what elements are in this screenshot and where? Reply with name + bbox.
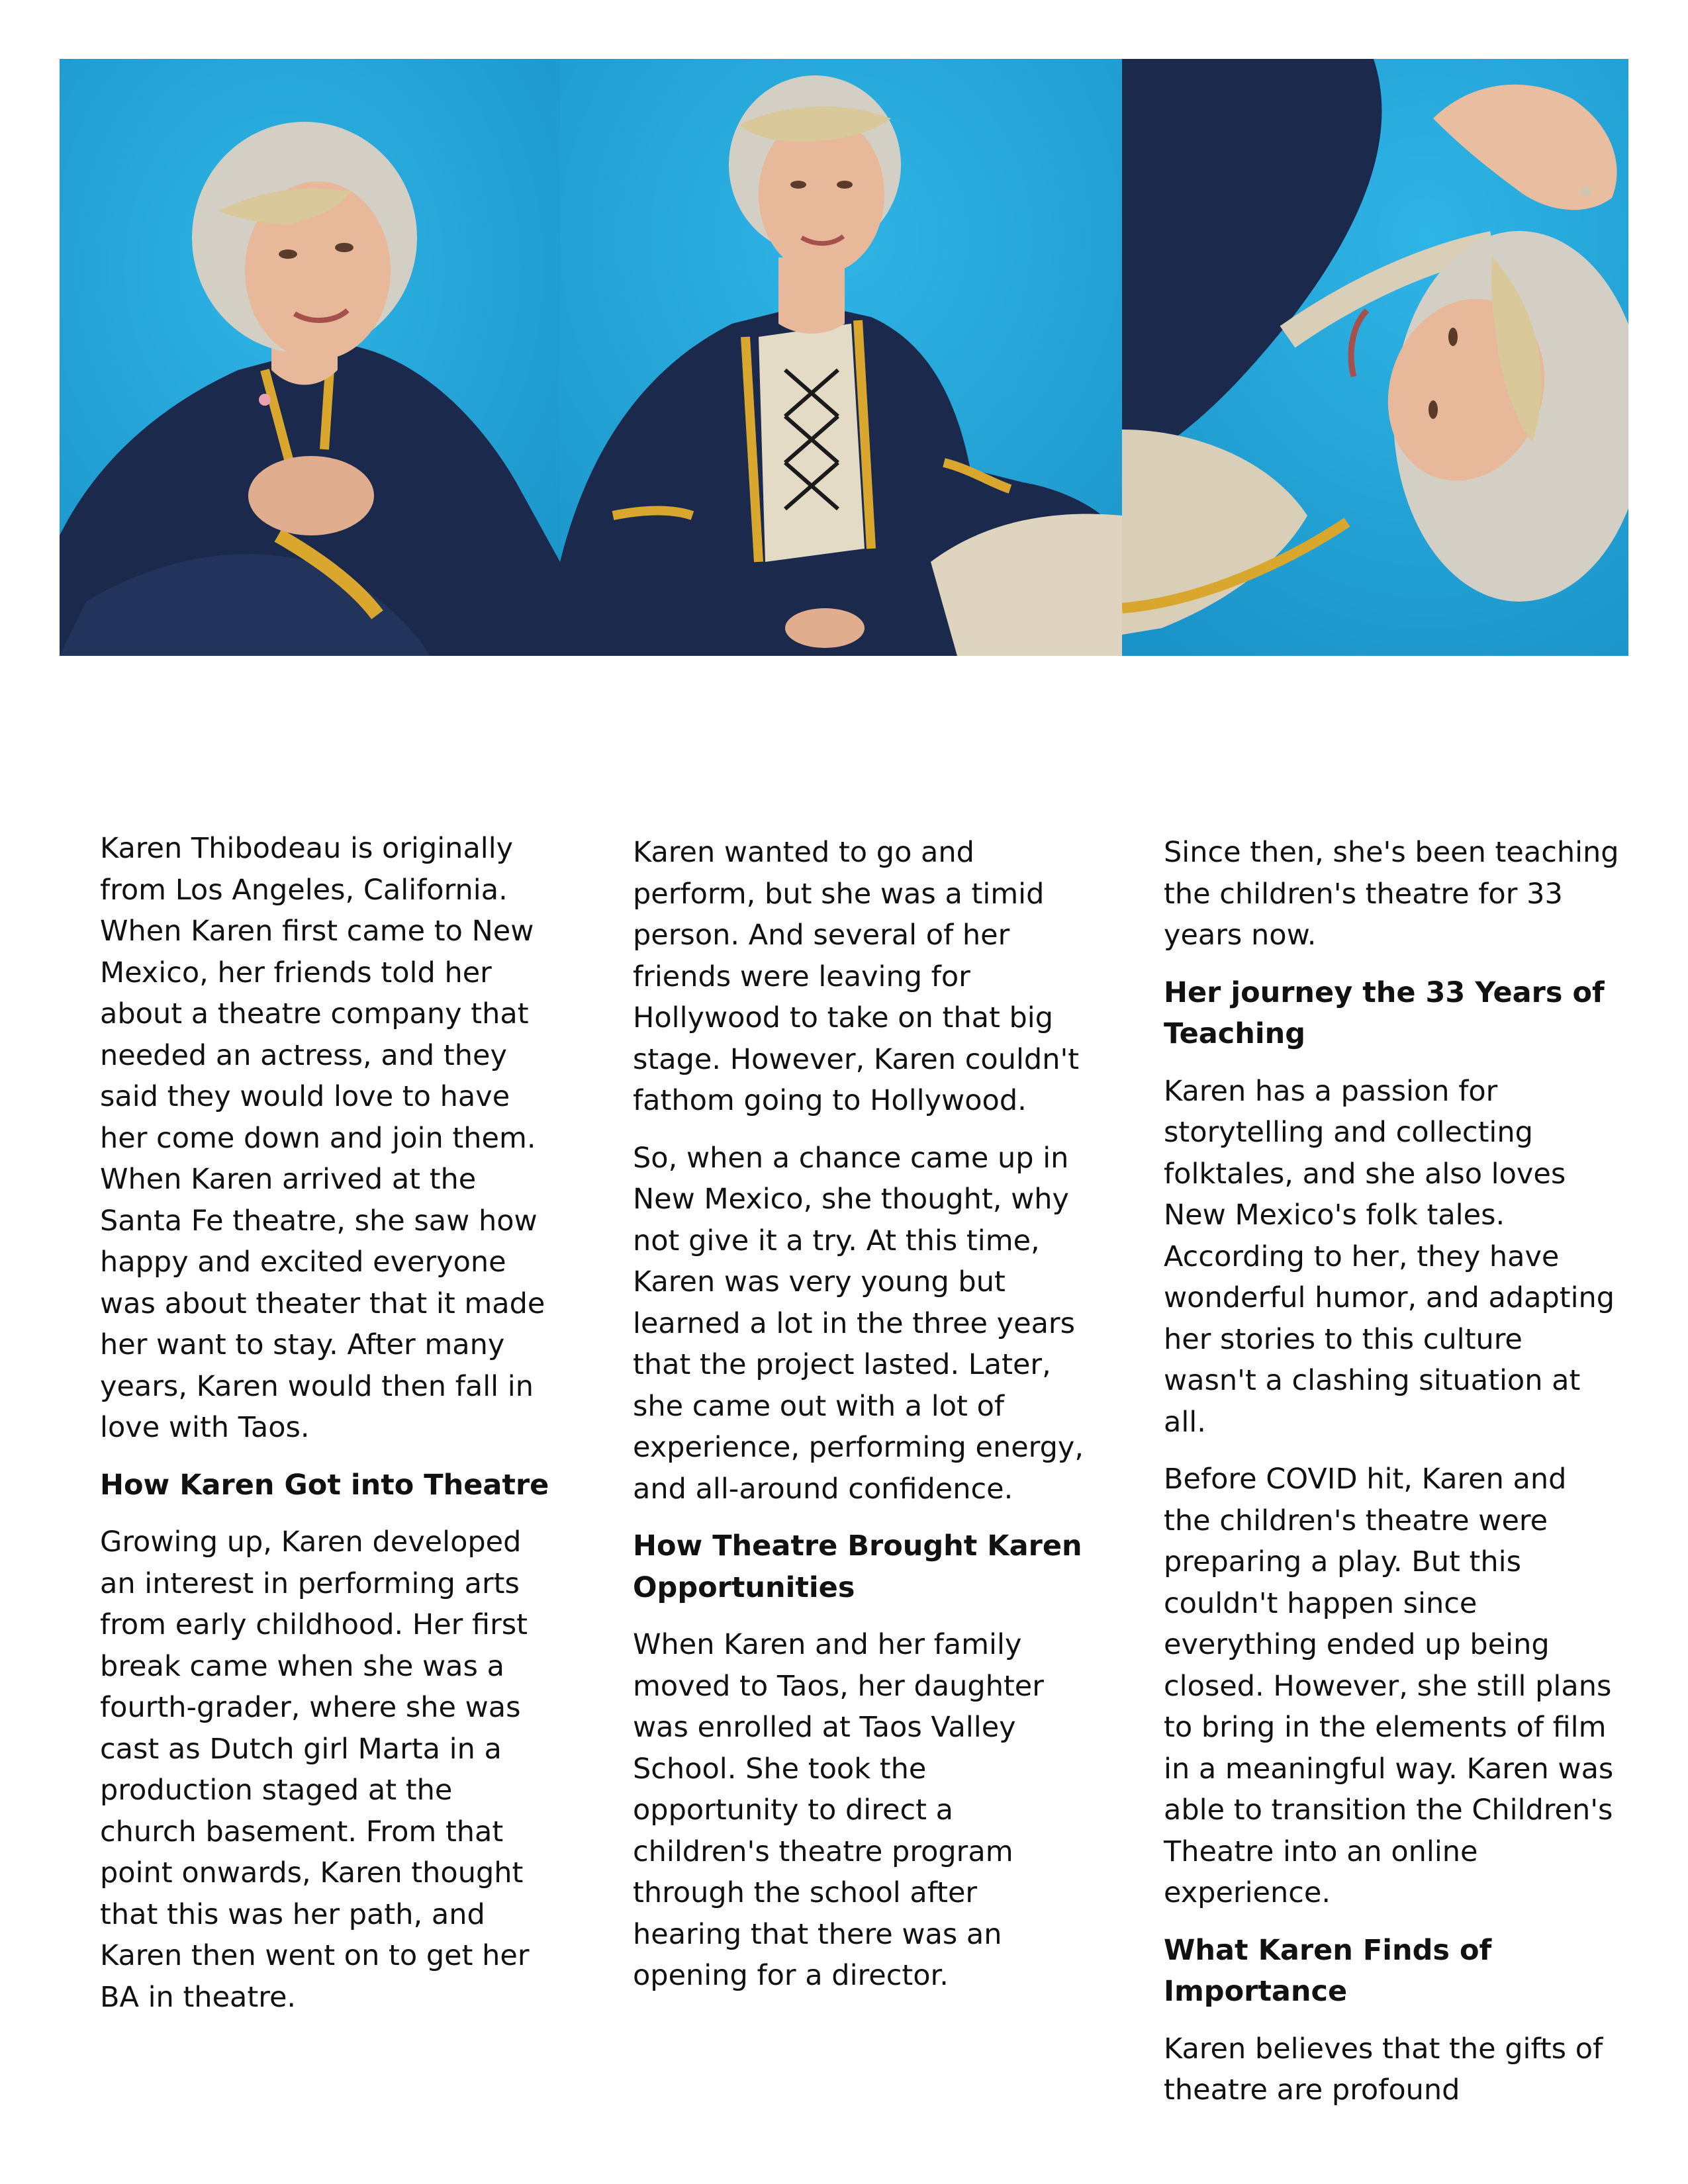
- photo-karen-lying-hand-raised: [1122, 59, 1628, 656]
- paragraph: Growing up, Karen developed an interest in performing arts from early childhood. Her first break came when she was a fourth-grader, where she was cast as Dutch girl Marta in a production staged at the church basement. From that point onwards, Karen thought that this was her path, and Karen then went on to get her BA in theatre.: [100, 1525, 530, 2014]
- paragraph: So, when a chance came up in New Mexico, she thought, why not give it a try. At this time, Karen was very young but learned a lot in the three years that the project lasted. Later, she came out with a lot of experience, performing energy, and all-around confidence.: [633, 1141, 1084, 1506]
- article-column-3: [1164, 832, 1620, 2127]
- paragraph: Before COVID hit, Karen and the children's theatre were preparing a play. But this couldn't happen since everything ended up being closed. However, she still plans to bring in the elements of film in a meaningful way. Karen was able to transition the Children's Theatre into an online experience.: [1164, 1463, 1614, 1909]
- section-heading: Her journey the 33 Years of Teaching: [1164, 976, 1605, 1050]
- portrait-illustration: [1122, 59, 1628, 656]
- paragraph: When Karen and her family moved to Taos, her daughter was enrolled at Taos Valley School. She took the opportunity to direct a children's theatre program through the school after hearing that there was an opening for a director.: [633, 1628, 1044, 1992]
- article-column-1: [100, 828, 557, 2034]
- article-column-2: [633, 832, 1090, 2013]
- portrait-illustration: [60, 59, 560, 656]
- paragraph: Karen wanted to go and perform, but she was a timid person. And several of her friends were leaving for Hollywood to take on that big stage. However, Karen couldn't fathom going to Hollywood.: [633, 836, 1080, 1117]
- photo-strip: [60, 59, 1628, 656]
- paragraph: Karen believes that the gifts of theatre are profound: [1164, 2032, 1603, 2107]
- photo-karen-seated-hand-on-chest: [60, 59, 560, 656]
- photo-karen-seated-leaning: [560, 59, 1122, 656]
- paragraph: Since then, she's been teaching the children's theatre for 33 years now.: [1164, 836, 1619, 952]
- section-heading: How Karen Got into Theatre: [100, 1468, 549, 1502]
- section-heading: What Karen Finds of Importance: [1164, 1933, 1492, 2008]
- section-heading: How Theatre Brought Karen Opportunities: [633, 1529, 1082, 1604]
- paragraph: Karen Thibodeau is originally from Los Angeles, California. When Karen first came to New Mexico, her friends told her about a theatre company that needed an actress, and they said they would love to have her come down and join them. When Karen arrived at the Santa Fe theatre, she saw how happy and excited everyone was about theater that it made her want to stay. After many years, Karen would then fall in love with Taos.: [100, 832, 545, 1444]
- paragraph: Karen has a passion for storytelling and collecting folktales, and she also loves New Mexico's folk tales. According to her, they have wonderful humor, and adapting her stories to this culture wasn't a clashing situation at all.: [1164, 1074, 1615, 1439]
- portrait-illustration: [560, 59, 1122, 656]
